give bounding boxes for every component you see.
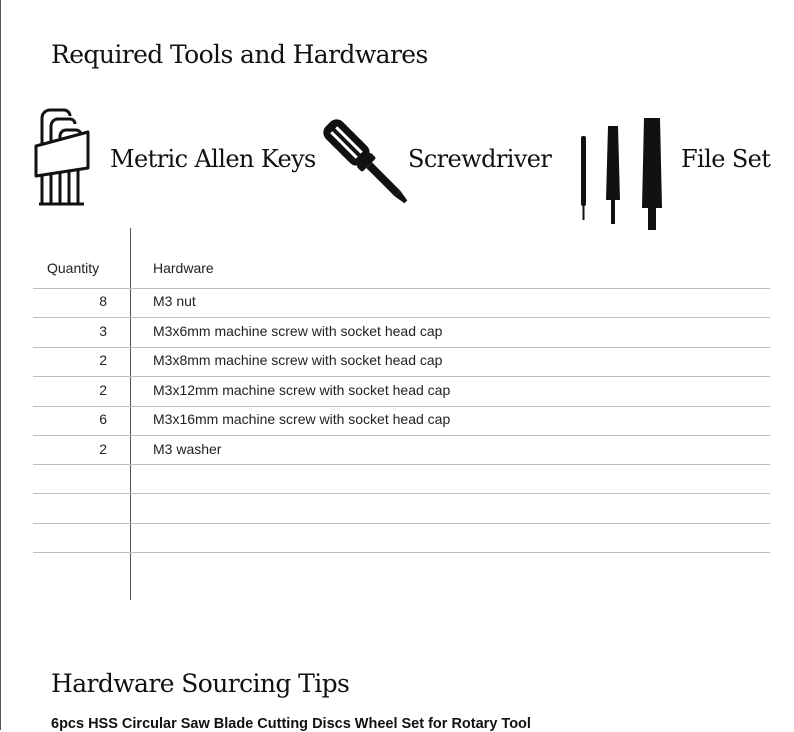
table-cell-quantity: 6: [99, 411, 107, 427]
table-cell-hardware: M3x16mm machine screw with socket head cap: [153, 411, 451, 427]
column-header-hardware: Hardware: [153, 260, 214, 276]
table-column-divider: [130, 228, 131, 600]
required-tools-heading: Required Tools and Hardwares: [51, 40, 428, 69]
column-header-quantity: Quantity: [47, 260, 100, 276]
file-set-icon: [574, 116, 666, 232]
table-cell-hardware: M3x8mm machine screw with socket head cap: [153, 352, 443, 368]
table-cell-hardware: M3x12mm machine screw with socket head cap: [153, 382, 451, 398]
table-cell-hardware: M3x6mm machine screw with socket head cap: [153, 323, 443, 339]
table-cell-quantity: 3: [99, 323, 107, 339]
table-cell-quantity: 2: [99, 441, 107, 457]
table-cell-hardware: M3 washer: [153, 441, 222, 457]
tool-label-screwdriver: Screwdriver: [408, 145, 552, 173]
allen-keys-icon: [34, 106, 90, 206]
page-left-border: [0, 0, 1, 730]
sourcing-tips-heading: Hardware Sourcing Tips: [51, 669, 350, 698]
table-cell-quantity: 2: [99, 352, 107, 368]
screwdriver-icon: [318, 114, 416, 212]
tool-label-file-set: File Set: [681, 145, 771, 173]
sourcing-tip-line: 6pcs HSS Circular Saw Blade Cutting Discs Wheel Set for Rotary Tool: [51, 716, 531, 732]
table-cell-hardware: M3 nut: [153, 293, 196, 309]
table-cell-quantity: 8: [99, 293, 107, 309]
tool-label-allen-keys: Metric Allen Keys: [110, 145, 316, 173]
hardware-table: [33, 228, 770, 600]
table-cell-quantity: 2: [99, 382, 107, 398]
